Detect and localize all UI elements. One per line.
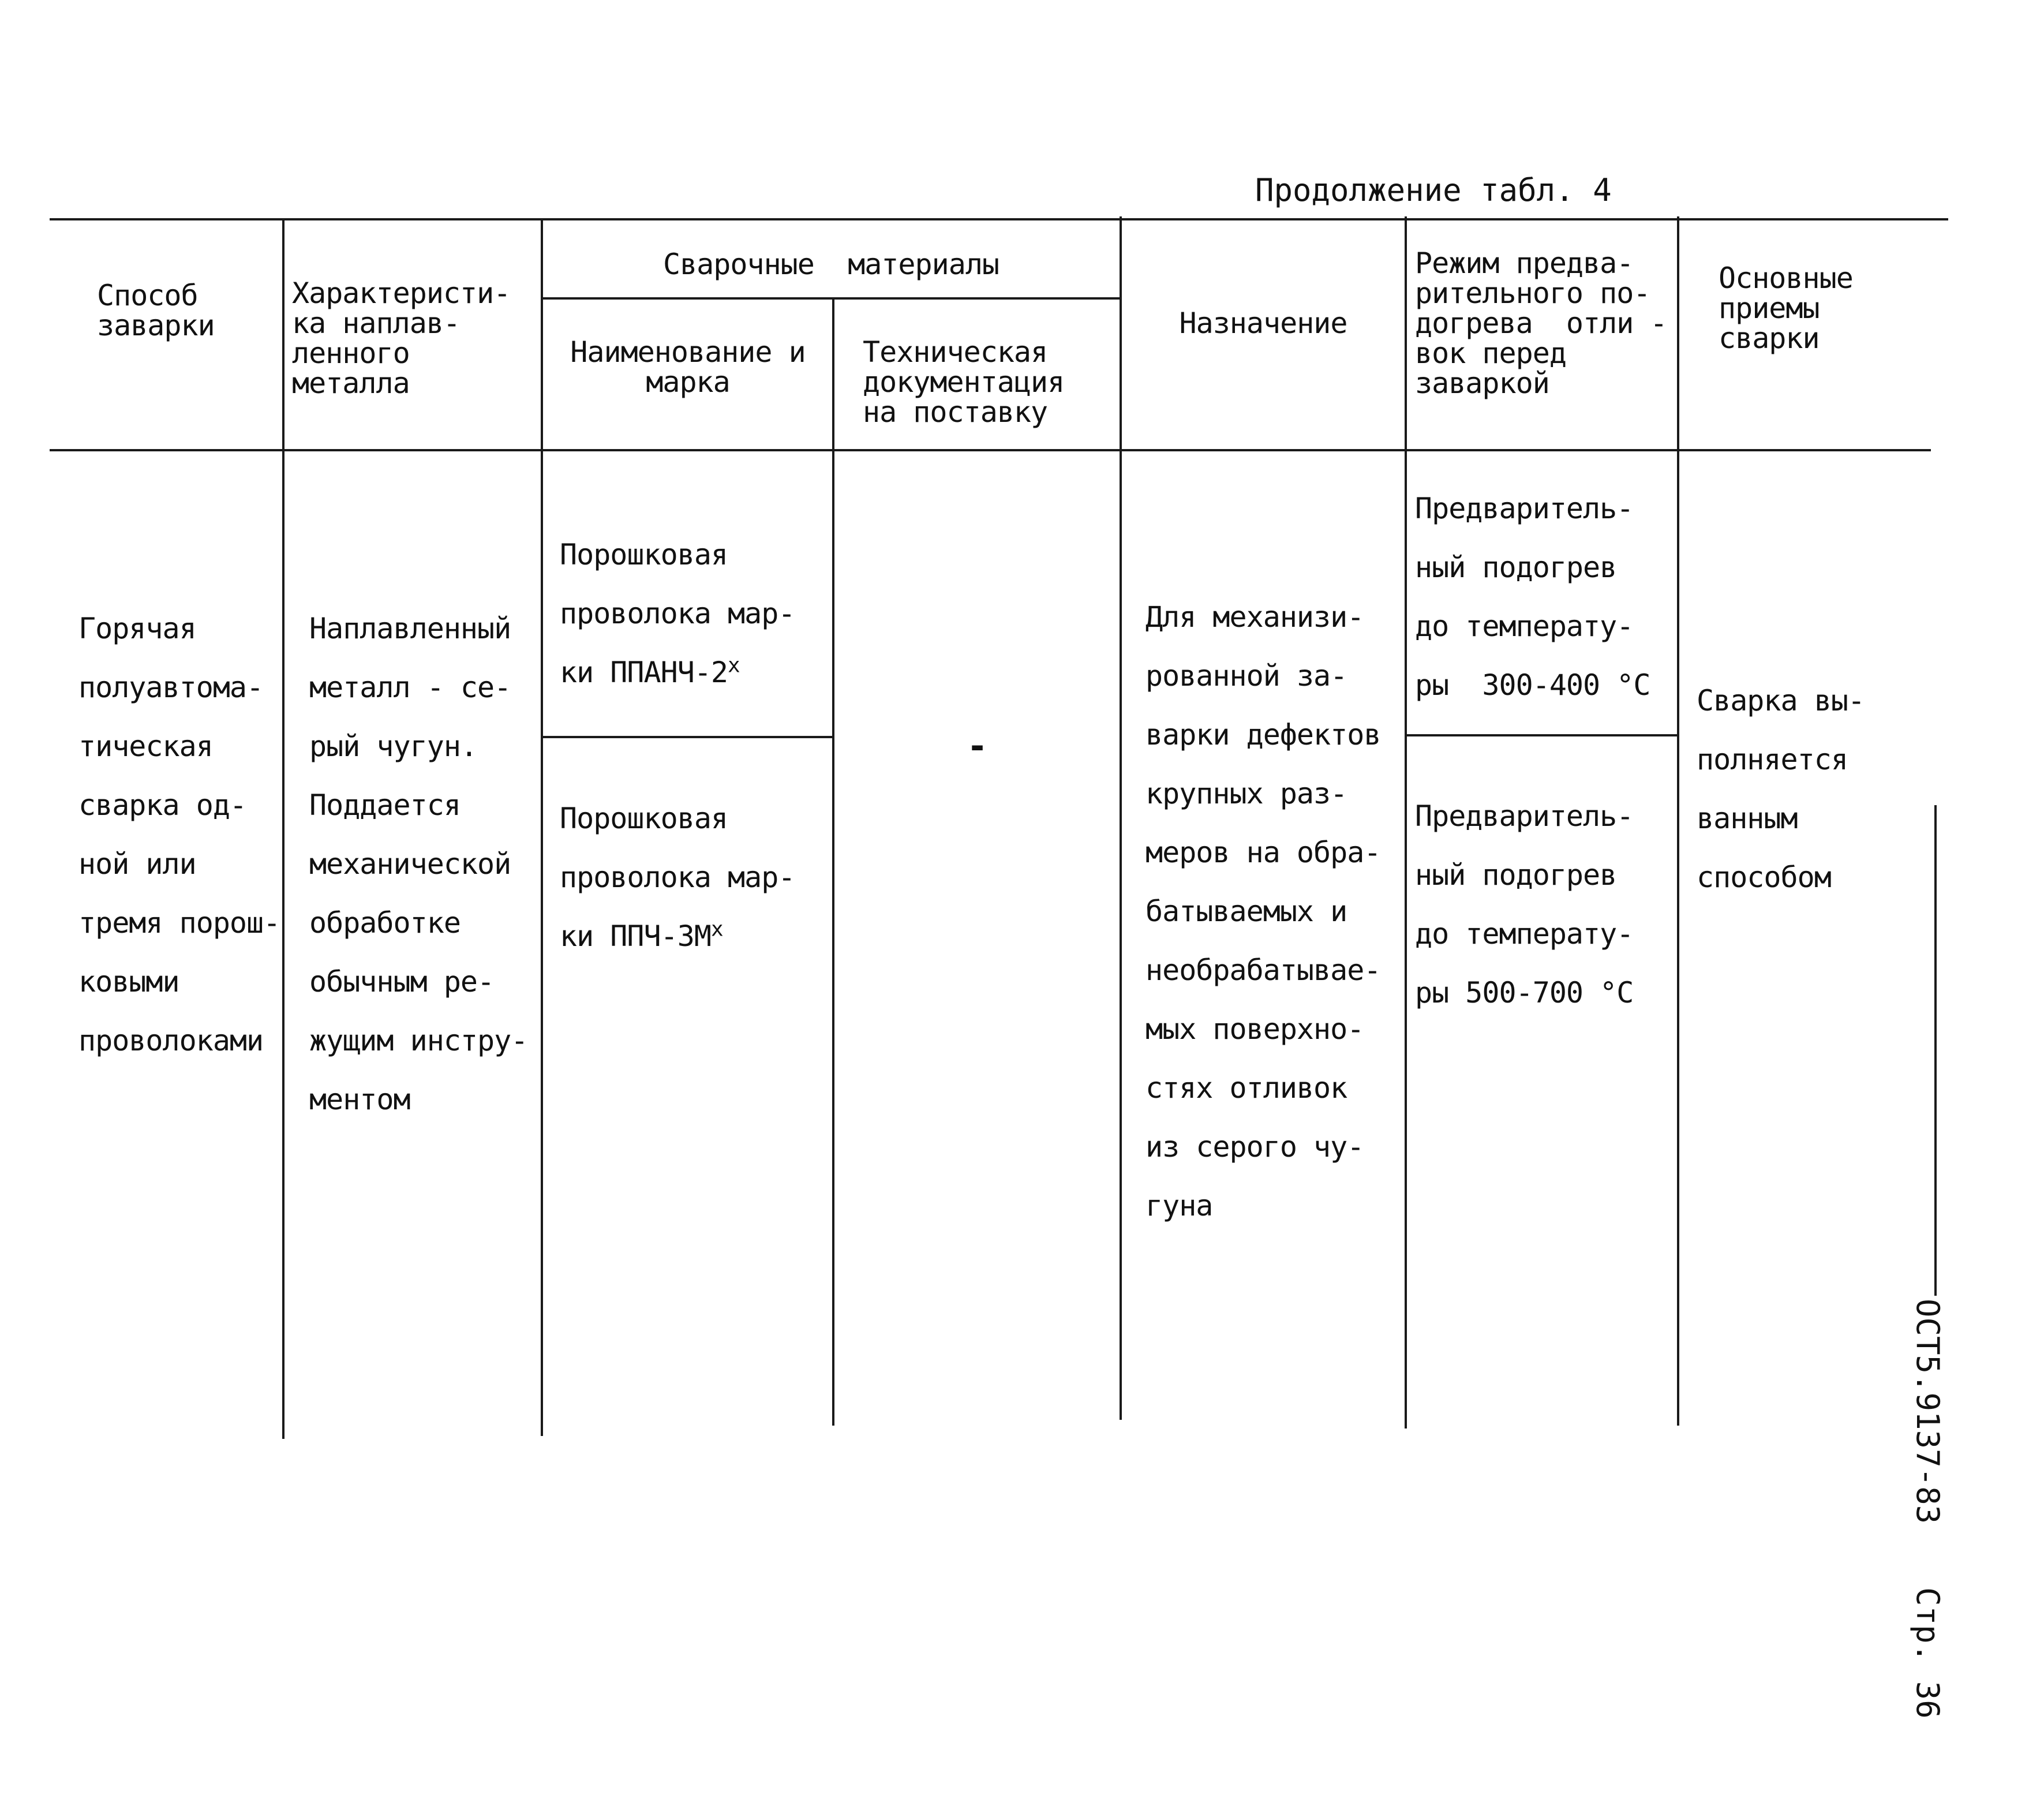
cell-preheat-2: Предваритель- ный подогрев до температу- ры 500-700 °С bbox=[1415, 799, 1634, 1009]
table-top-border bbox=[50, 218, 1948, 220]
page-number-label: Стр. 36 bbox=[1910, 1587, 1946, 1719]
header-welding-materials: Сварочные материалы bbox=[662, 248, 999, 281]
header-tech-documentation: Техническая документация на поставку bbox=[863, 335, 1065, 429]
header-purpose: Назначение bbox=[1179, 306, 1347, 340]
material-2-superscript: х bbox=[710, 917, 723, 941]
document-code: ОСТ5.9137-83 bbox=[1910, 1299, 1946, 1524]
cell-material-2: Порошковая проволока мар- ки ППЧ-$3М^х$ bbox=[560, 802, 795, 953]
cell-tech-documentation: - bbox=[967, 726, 987, 766]
column-divider-2 bbox=[541, 218, 543, 1436]
column-divider-6 bbox=[1677, 216, 1679, 1426]
column-divider-3 bbox=[832, 297, 834, 1426]
materials-subheader-rule bbox=[542, 297, 1120, 300]
cell-method: Горячая полуавтома- тическая сварка од- ной или тремя порош- ковыми проволоками bbox=[78, 612, 280, 1057]
column-divider-1 bbox=[282, 218, 284, 1439]
cell-material-1: Порошковая проволока мар- ки ППАНЧ-$2^х$ bbox=[560, 538, 795, 689]
cell-preheat-1: Предваритель- ный подогрев до температу- ры 300-400 °С bbox=[1415, 492, 1650, 702]
material-1-superscript: х bbox=[728, 653, 740, 678]
preheat-row-divider bbox=[1406, 734, 1679, 736]
header-bottom-border bbox=[50, 449, 1931, 451]
cell-main-techniques: Сварка вы- полняется ванным способом bbox=[1697, 684, 1865, 894]
header-main-techniques: Основные приемы сварки bbox=[1719, 261, 1853, 355]
header-name-and-grade: Наименование и марка bbox=[570, 335, 806, 399]
header-method: Способ заварки bbox=[97, 279, 215, 342]
cell-purpose: Для механизи- рованной за- варки дефектов крупных раз- меров на обра- батываемых и необрабатывае- мых поверхно- стях отливок из серого чу- гуна bbox=[1145, 600, 1381, 1222]
continuation-title: Продолжение табл. 4 bbox=[1255, 172, 1612, 208]
column-divider-5 bbox=[1405, 216, 1407, 1428]
column-divider-4 bbox=[1120, 216, 1122, 1420]
header-characteristics: Характеристи- ка наплав- ленного металла bbox=[292, 276, 511, 400]
materials-row-divider bbox=[542, 736, 834, 738]
side-label-rule bbox=[1934, 805, 1937, 1296]
header-preheat-mode: Режим предва- рительного по- догрева отли - вок перед заваркой bbox=[1415, 246, 1667, 400]
side-page-label bbox=[1907, 1299, 1948, 1795]
cell-characteristics: Наплавленный металл - се- рый чугун. Поддается механической обработке обычным ре- жущим инстру- ментом bbox=[309, 612, 528, 1116]
